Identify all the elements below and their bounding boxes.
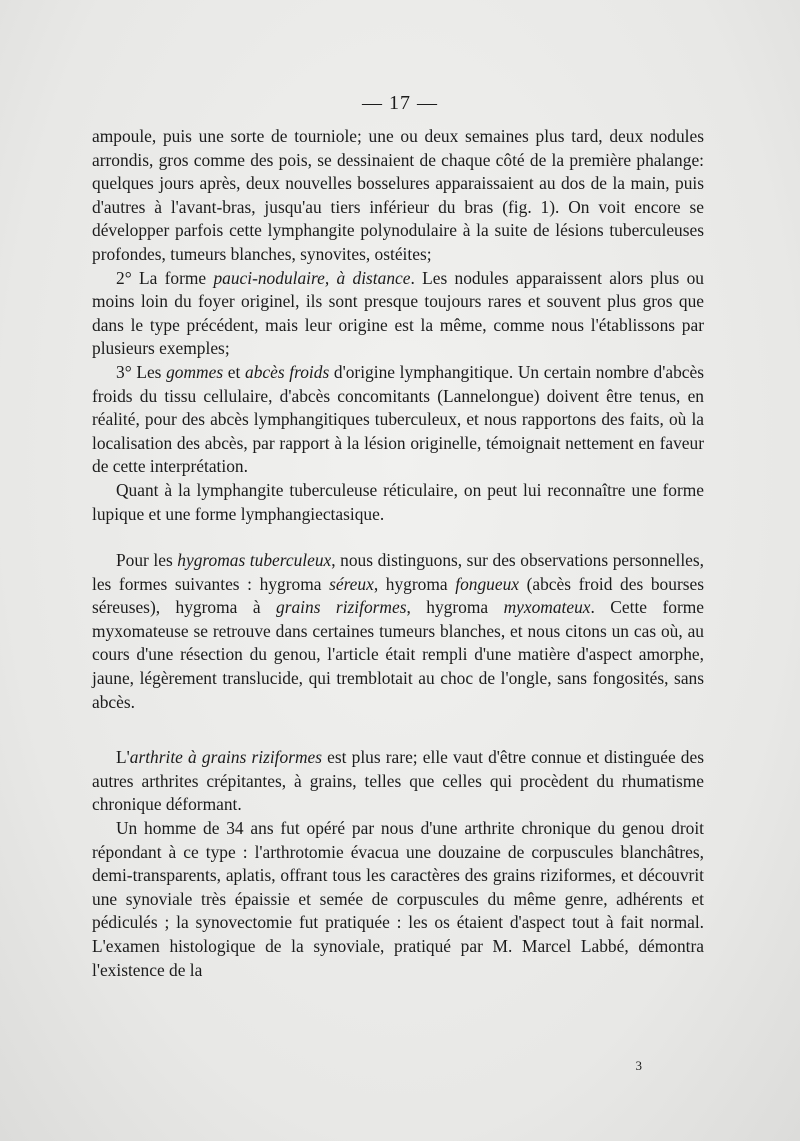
text-run: 2° La forme bbox=[116, 267, 214, 288]
text-run: Pour les bbox=[116, 550, 178, 571]
text-run: et bbox=[223, 361, 246, 382]
italic-text: séreux bbox=[329, 573, 374, 594]
page-number: — 17 — bbox=[362, 92, 438, 114]
italic-text: gommes bbox=[166, 361, 224, 382]
paragraph bbox=[92, 361, 704, 479]
text-run: L' bbox=[116, 747, 130, 768]
paragraph bbox=[92, 479, 704, 526]
paragraph bbox=[92, 746, 704, 817]
signature-mark: 3 bbox=[635, 1058, 642, 1073]
italic-text: arthrite à grains riziformes bbox=[129, 747, 323, 768]
text-run: d'origine lymphangitique. Un certain nombre d'abcès froids du tissu cellulaire, d'abcès concomitants (Lannelongue) doivent être tenus, en réalité, pour des abcès lymphangitiques tuberculeux, et nous rapportons des faits, où la localisation des abcès, par rapport à la lésion originelle, témoignait nettement en faveur de cette interprétation. bbox=[92, 361, 704, 477]
italic-text: grains riziformes bbox=[276, 597, 407, 618]
paragraph bbox=[92, 125, 704, 267]
text-run: est plus rare; elle vaut d'être connue et distinguée des autres arthrites crépitantes, à grains, telles que celles qui procèdent du rhumatisme chronique déformant. bbox=[92, 747, 704, 815]
text-run: . Les nodules apparaissent alors plus ou moins loin du foyer originel, ils sont presque toujours rares et souvent plus gros que dans le type précédent, mais leur origine est la même, comme nous l'établissons par plusieurs exemples; bbox=[92, 267, 705, 359]
text-run: (abcès froid des bourses séreuses), hygroma à bbox=[92, 573, 704, 618]
italic-text: fongueux bbox=[455, 573, 519, 594]
italic-text: hygromas tuberculeux bbox=[177, 550, 332, 571]
text-run: 3° Les bbox=[116, 361, 167, 382]
italic-text: abcès froids bbox=[245, 361, 330, 382]
paragraph bbox=[92, 267, 704, 361]
text-run: . Cette forme myxomateuse se retrouve dans certaines tumeurs blanches, et nous citons un cas où, au cours d'une résection du genou, l'article était rempli d'une matière d'aspect amorphe, jaune, légèrement translucide, qui tremblotait au choc de l'ongle, sans fongosités, sans abcès. bbox=[92, 597, 704, 712]
italic-text: pauci-nodulaire, à distance bbox=[213, 267, 411, 288]
body-text bbox=[92, 125, 704, 982]
text-run: , hygroma bbox=[406, 597, 504, 618]
paragraph bbox=[92, 549, 704, 714]
text-run: Quant à la lymphangite tuberculeuse réticulaire, on peut lui reconnaître une forme lupique et une forme lymphangiectasique. bbox=[92, 479, 704, 524]
text-run: Un homme de 34 ans fut opéré par nous d'une arthrite chronique du genou droit répondant à ce type : l'arthrotomie évacua une douzaine de corpuscules blanchâtres, demi-transparents, aplatis, offrant tous les caractères des grains riziformes, et découvrit une synoviale très épaissie et semée de corpuscules du même genre, adhérents et pédiculés ; la synovectomie fut pratiquée : les os étaient d'aspect tout à fait normal. L'examen histologique de la synoviale, pratiqué par M. Marcel Labbé, démontra l'existence de la bbox=[92, 818, 704, 980]
italic-text: myxomateux bbox=[503, 597, 591, 618]
paragraph bbox=[92, 817, 704, 982]
text-run: ampoule, puis une sorte de tourniole; une ou deux semaines plus tard, deux nodules arrondis, gros comme des pois, se dessinaient de chaque côté de la première phalange: quelques jours après, deux nouvelles bosselures apparaissaient au dos de la main, puis d'autres à l'avant-bras, jusqu'au tiers inférieur du bras (fig. 1). On voit encore se développer parfois cette lymphangite polynodulaire à la suite de lésions tuberculeuses profondes, tumeurs blanches, synovites, ostéites; bbox=[92, 126, 704, 264]
text-run: , hygroma bbox=[373, 573, 456, 594]
text-run: , nous distinguons, sur des observations personnelles, les formes suivantes : hygroma bbox=[92, 550, 704, 594]
